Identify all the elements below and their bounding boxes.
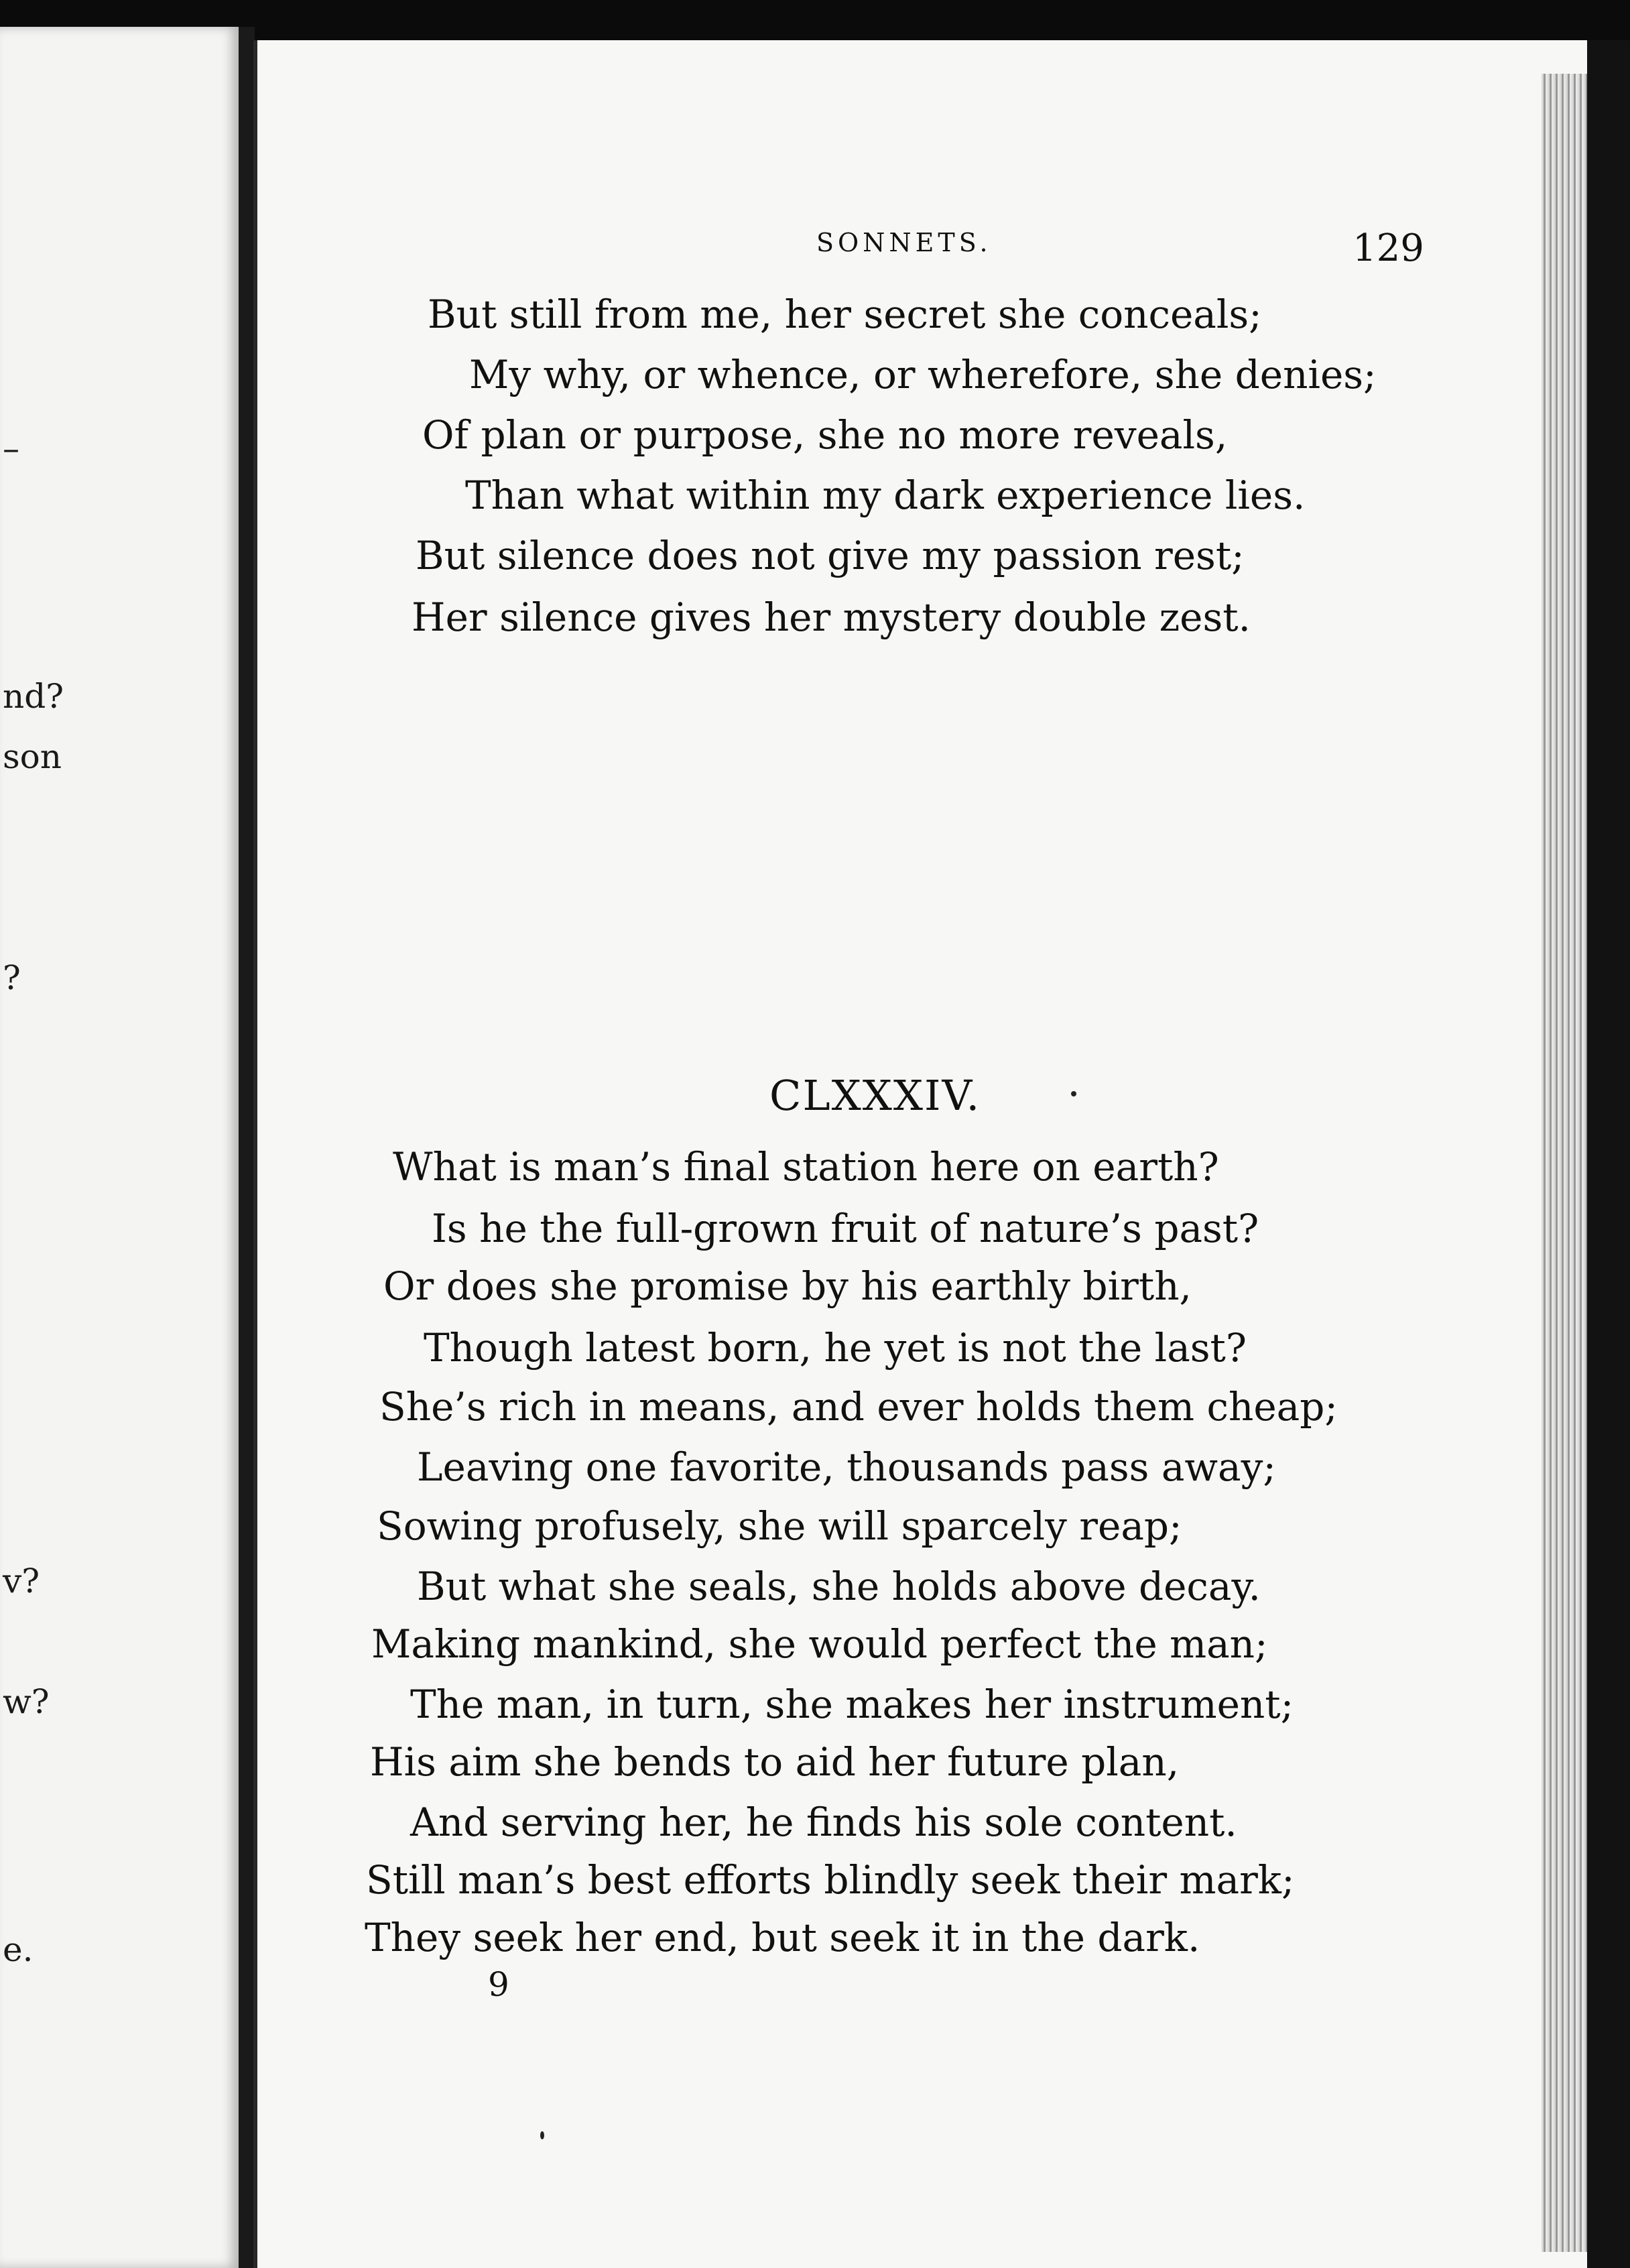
poem-line: Or does she promise by his earthly birth,: [383, 1263, 1192, 1309]
left-page-fragment: e.: [3, 1930, 34, 1969]
poem-line: Than what within my dark experience lies.: [465, 472, 1306, 518]
poem-line: Of plan or purpose, she no more reveals,: [422, 412, 1228, 458]
poem-line: What is man’s final station here on earth?: [393, 1144, 1219, 1190]
poem-line: Still man’s best efforts blindly seek their mark;: [366, 1857, 1295, 1903]
poem-line: Her silence gives her mystery double zest.: [412, 594, 1251, 640]
poem-line: Sowing profusely, she will sparcely reap;: [377, 1503, 1182, 1549]
signature-mark: 9: [488, 1965, 509, 2004]
poem-line: And serving her, he finds his sole content.: [410, 1800, 1237, 1845]
poem-line: But silence does not give my passion rest;: [416, 533, 1245, 578]
poem-line: The man, in turn, she makes her instrument;: [410, 1682, 1294, 1727]
left-page-fragment: ?: [3, 958, 21, 997]
book-gutter: [239, 27, 255, 2268]
scan-border: [1587, 40, 1630, 2268]
left-page-fragment: son: [3, 737, 62, 776]
running-head: SONNETS.: [816, 228, 992, 257]
poem-line: Making mankind, she would perfect the man;: [371, 1621, 1268, 1667]
poem-line: They seek her end, but seek it in the dark.: [365, 1915, 1200, 1960]
left-page-fragment: –: [3, 429, 19, 468]
poem-line: Is he the full-grown fruit of nature’s past?: [432, 1206, 1259, 1251]
poem-line: She’s rich in means, and ever holds them cheap;: [379, 1384, 1338, 1430]
page-number: 129: [1353, 227, 1424, 270]
poem-line: Though latest born, he yet is not the last?: [424, 1325, 1247, 1371]
poem-line: His aim she bends to aid her future plan,: [370, 1739, 1180, 1785]
poem-line: But what she seals, she holds above decay.: [417, 1564, 1261, 1609]
left-page-fragment: v?: [3, 1562, 40, 1600]
print-speck: [1071, 1091, 1076, 1096]
left-page-fragment: w?: [3, 1682, 50, 1721]
left-facing-page: [0, 27, 239, 2268]
poem-line: Leaving one favorite, thousands pass away;: [417, 1444, 1276, 1490]
poem-line: But still from me, her secret she conceals;: [428, 292, 1262, 337]
left-page-fragment: nd?: [3, 677, 64, 716]
sonnet-number: CLXXXIV.: [769, 1071, 981, 1120]
poem-line: My why, or whence, or wherefore, she denies;: [469, 352, 1377, 397]
print-speck: [540, 2131, 544, 2139]
